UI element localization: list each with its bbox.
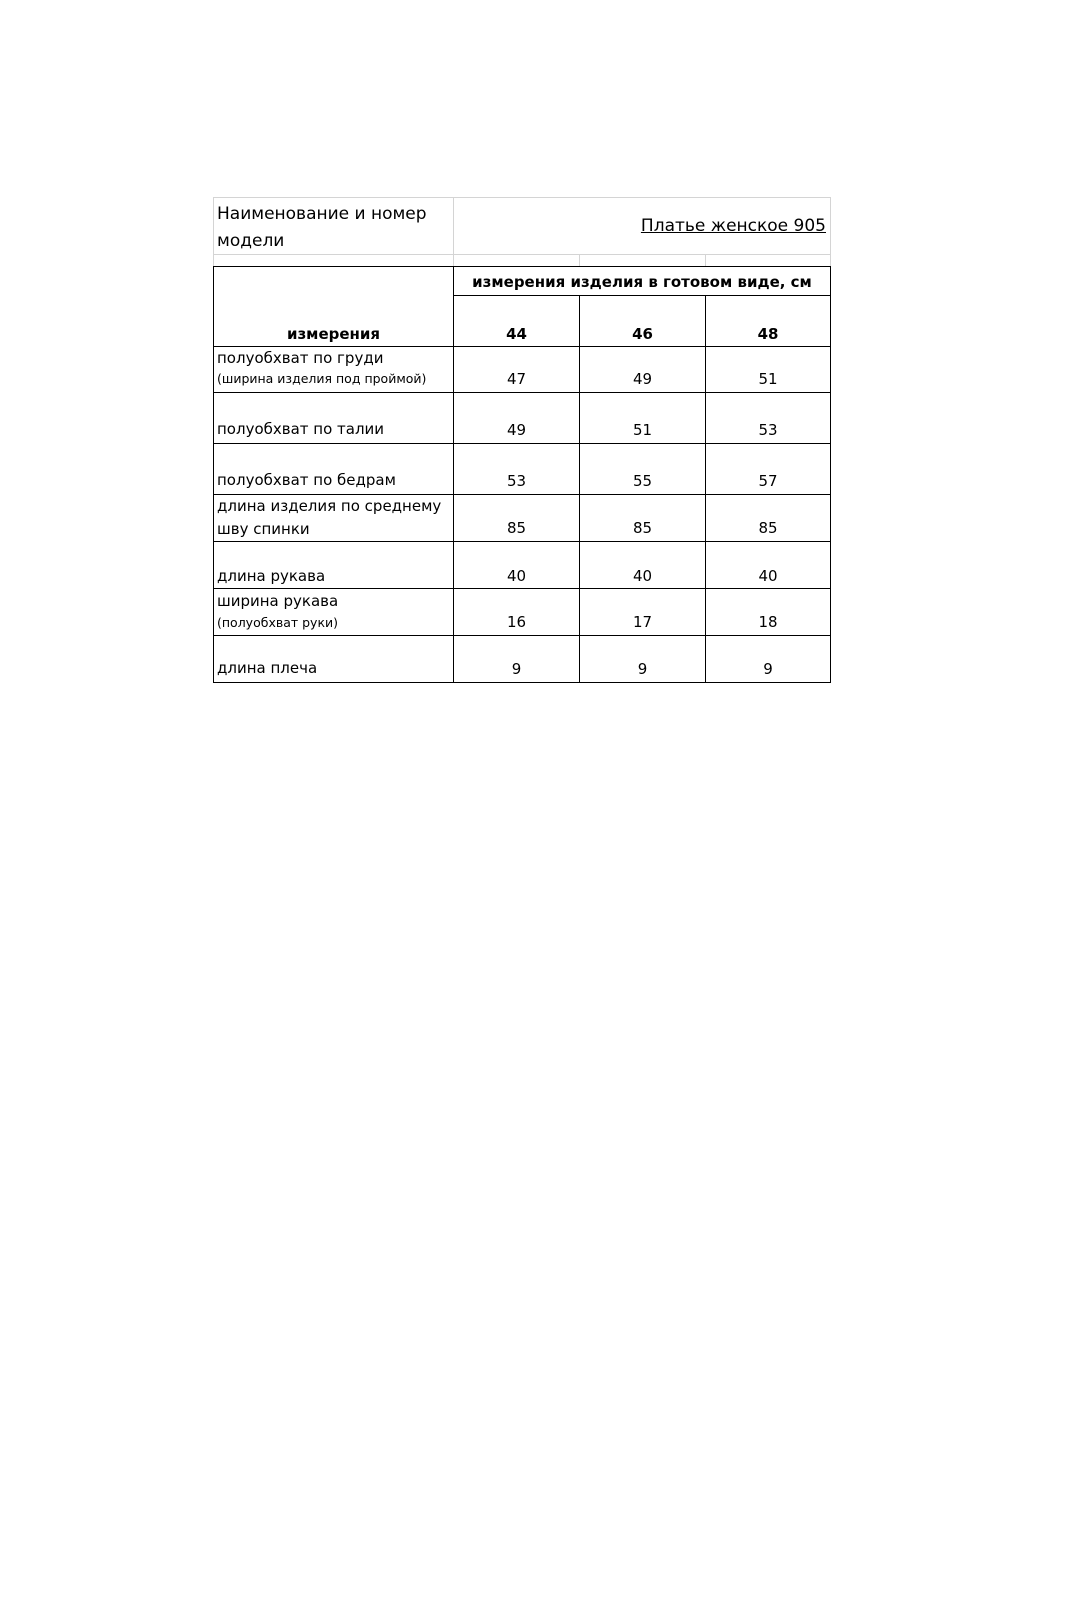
size-header-cell xyxy=(453,295,580,347)
table-cell: 47 xyxy=(453,346,580,393)
table-cell: 40 xyxy=(579,541,706,589)
table-cell: 51 xyxy=(705,346,831,393)
size-48-header: 48 xyxy=(757,325,779,343)
row-sublabel: шву спинки xyxy=(217,520,310,538)
table-cell: 16 xyxy=(453,588,580,636)
row-header-cell xyxy=(213,266,454,347)
table-cell: 53 xyxy=(705,392,831,444)
table-cell: 40 xyxy=(705,541,831,589)
model-label-cell xyxy=(213,197,454,255)
table-cell: 18 xyxy=(705,588,831,636)
row-header: измерения xyxy=(286,325,381,343)
row-label: полуобхват по груди xyxy=(217,349,384,367)
row-label: длина плеча xyxy=(217,659,318,677)
table-cell: 49 xyxy=(453,392,580,444)
model-name: Платье женское 905 xyxy=(640,216,826,236)
table-cell: 57 xyxy=(705,443,831,495)
table-cell: 17 xyxy=(579,588,706,636)
table-row-label xyxy=(213,443,454,495)
table-cell: 9 xyxy=(453,635,580,683)
group-header: измерения изделия в готовом виде, см xyxy=(472,273,812,291)
size-46-header: 46 xyxy=(632,325,653,343)
size-header-cell xyxy=(705,295,831,347)
row-label: полуобхват по бедрам xyxy=(217,471,396,489)
table-cell: 49 xyxy=(579,346,706,393)
table-cell: 85 xyxy=(453,494,580,542)
row-label: длина изделия по среднему xyxy=(217,497,442,515)
table-cell: 9 xyxy=(579,635,706,683)
table-row-label xyxy=(213,392,454,444)
table-row-label xyxy=(213,588,454,636)
row-label: длина рукава xyxy=(217,567,326,585)
table-row-label xyxy=(213,494,454,542)
row-sublabel: (полуобхват руки) xyxy=(217,615,339,630)
model-name-cell xyxy=(453,197,831,255)
table-cell: 53 xyxy=(453,443,580,495)
row-sublabel: (ширина изделия под проймой) xyxy=(217,371,427,386)
table-row-label xyxy=(213,541,454,589)
size-header-cell xyxy=(579,295,706,347)
table-row-label xyxy=(213,635,454,683)
table-cell: 9 xyxy=(705,635,831,683)
model-label: Наименование и номер модели xyxy=(217,204,427,251)
table-row-label xyxy=(213,346,454,393)
size-44-header: 44 xyxy=(506,325,527,343)
table-cell: 51 xyxy=(579,392,706,444)
table-cell: 85 xyxy=(579,494,706,542)
row-label: полуобхват по талии xyxy=(217,420,385,438)
table-cell: 55 xyxy=(579,443,706,495)
table-cell: 85 xyxy=(705,494,831,542)
group-header-cell xyxy=(453,266,831,296)
table-cell: 40 xyxy=(453,541,580,589)
row-label: ширина рукава xyxy=(217,592,339,610)
